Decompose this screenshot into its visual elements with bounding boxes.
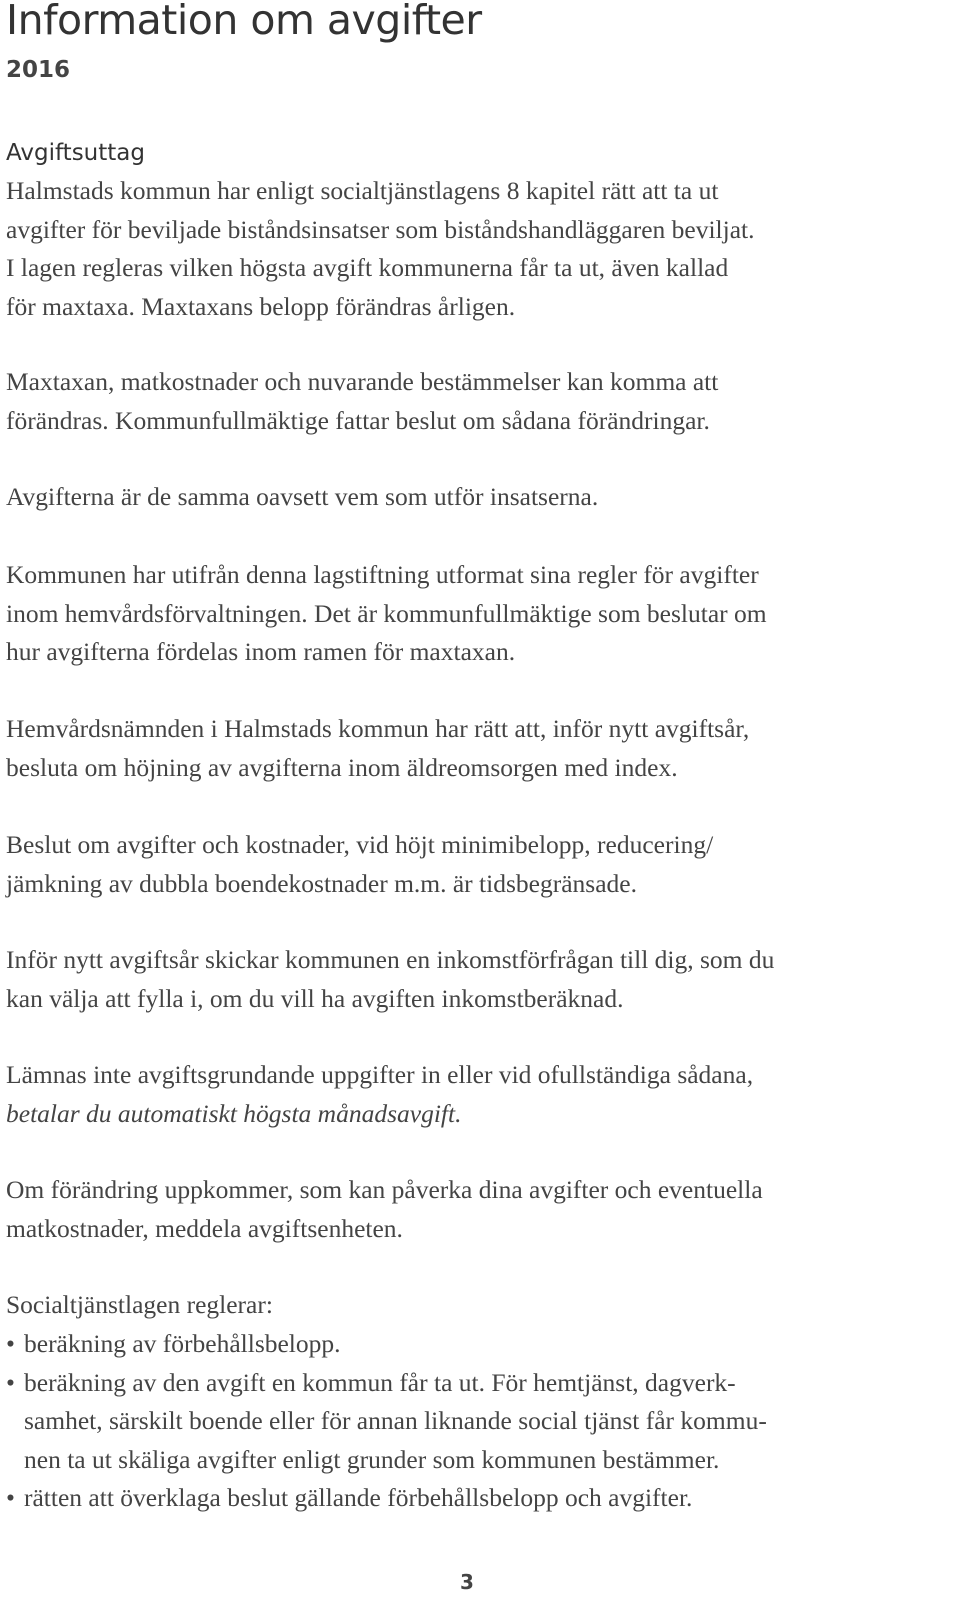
paragraph-7	[6, 941, 774, 1018]
list-item	[6, 1325, 767, 1364]
paragraph-9	[6, 1171, 763, 1248]
paragraph-line: Lämnas inte avgiftsgrundande uppgifter in eller vid ofullständiga sådana,	[6, 1060, 754, 1089]
document-title: Information om avgifter	[6, 0, 482, 44]
paragraph-line: Socialtjänstlagen reglerar:	[6, 1290, 273, 1319]
paragraph-line: Beslut om avgifter och kostnader, vid höjt minimibelopp, reducering/	[6, 830, 714, 859]
paragraph-line: Om förändring uppkommer, som kan påverka dina avgifter och eventuella	[6, 1175, 763, 1204]
paragraph-line: I lagen regleras vilken högsta avgift kommunerna får ta ut, även kallad	[6, 253, 729, 282]
paragraph-line: hur avgifterna fördelas inom ramen för maxtaxan.	[6, 637, 516, 666]
paragraph-line: jämkning av dubbla boendekostnader m.m. är tidsbegränsade.	[6, 868, 637, 898]
paragraph-line: matkostnader, meddela avgiftsenheten.	[6, 1213, 403, 1243]
list-item-line: • beräkning av den avgift en kommun får ta ut. För hemtjänst, dagverk-	[24, 1367, 736, 1397]
paragraph-line: avgifter för beviljade biståndsinsatser som biståndshandläggaren beviljat.	[6, 214, 755, 244]
paragraph-3	[6, 478, 598, 517]
paragraph-1	[6, 172, 755, 326]
paragraph-8	[6, 1056, 753, 1133]
paragraph-2	[6, 363, 718, 440]
paragraph-line: Inför nytt avgiftsår skickar kommunen en inkomstförfrågan till dig, som du	[6, 945, 775, 974]
page-number: 3	[460, 1570, 474, 1594]
paragraph-4	[6, 556, 767, 672]
paragraph-line: förändras. Kommunfullmäktige fattar beslut om sådana förändringar.	[6, 405, 710, 435]
list-item-line: • beräkning av förbehållsbelopp.	[24, 1329, 341, 1358]
paragraph-line: Maxtaxan, matkostnader och nuvarande bestämmelser kan komma att	[6, 367, 719, 396]
bullet-list	[6, 1325, 767, 1518]
document-year: 2016	[6, 57, 71, 83]
paragraph-line: Avgifterna är de samma oavsett vem som utför insatserna.	[6, 482, 599, 511]
list-item-line: • rätten att överklaga beslut gällande förbehållsbelopp och avgifter.	[24, 1483, 693, 1512]
paragraph-line: Kommunen har utifrån denna lagstiftning utformat sina regler för avgifter	[6, 560, 759, 589]
paragraph-line: Hemvårdsnämnden i Halmstads kommun har rätt att, inför nytt avgiftsår,	[6, 714, 750, 743]
paragraph-5	[6, 710, 749, 787]
list-item	[6, 1364, 767, 1480]
section-heading: Avgiftsuttag	[6, 140, 145, 166]
list-item-line: nen ta ut skäliga avgifter enligt grunder som kommunen bestämmer.	[24, 1444, 720, 1474]
paragraph-line: Halmstads kommun har enligt socialtjänstlagens 8 kapitel rätt att ta ut	[6, 176, 719, 205]
list-item-line: samhet, särskilt boende eller för annan liknande social tjänst får kommu-	[24, 1406, 767, 1435]
emphasis-line: betalar du automatiskt högsta månadsavgift.	[6, 1098, 462, 1128]
paragraph-line: inom hemvårdsförvaltningen. Det är kommunfullmäktige som beslutar om	[6, 598, 767, 628]
paragraph-line: för maxtaxa. Maxtaxans belopp förändras årligen.	[6, 291, 516, 321]
list-intro	[6, 1286, 273, 1325]
list-item	[6, 1479, 767, 1518]
paragraph-6	[6, 826, 713, 903]
paragraph-line: besluta om höjning av avgifterna inom äldreomsorgen med index.	[6, 752, 678, 782]
paragraph-line: kan välja att fylla i, om du vill ha avgiften inkomstberäknad.	[6, 983, 624, 1013]
